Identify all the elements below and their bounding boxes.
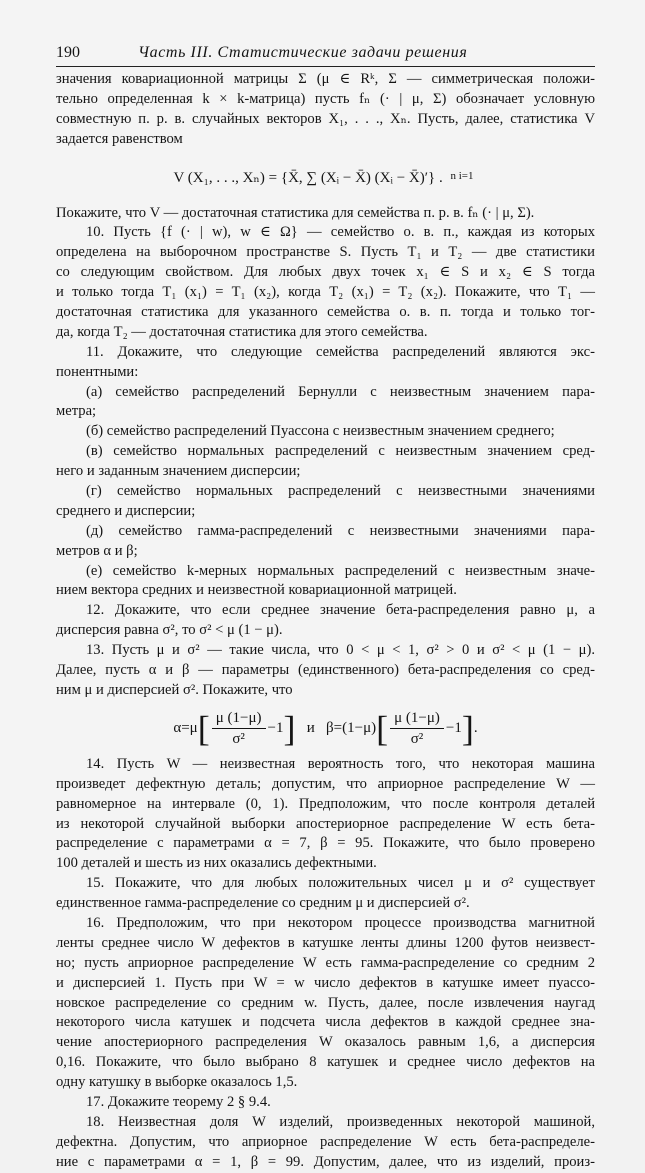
header-rule (56, 66, 595, 67)
text-line: некоторого числа катушек и подсчета числа дефектов в каждой среднее зна- (56, 1014, 595, 1031)
text-line: (е) семейство k-мерных нормальных распределений с неизвестным значе- (86, 562, 595, 579)
sum-upper-limit: n (450, 169, 456, 182)
formula-main: V (X₁, . . ., Xₙ) = {X̄, ∑ (Xᵢ − X̄) (Xᵢ − X̄)′} . (173, 169, 443, 186)
text-line: тельно определенная k × k-матрица) пусть fₙ (· | μ, Σ) обозначает условную (56, 90, 595, 107)
formula-sufficient-statistic (56, 150, 595, 204)
paragraph-block-c (56, 755, 595, 1173)
text-line: одну катушку в выборке оказалось 1,5. (56, 1074, 298, 1091)
text-line: среднего и дисперсии; (56, 502, 196, 519)
text-line: 14. Пусть W — неизвестная вероятность того, что некоторая машина (86, 755, 595, 772)
bracket-left: [ (197, 708, 210, 749)
alpha-fraction (212, 710, 266, 747)
page-number: 190 (56, 44, 80, 61)
text-line: 0,16. Покажите, что было выбрано 8 катушек и среднее число дефектов на (56, 1054, 595, 1071)
beta-denominator: σ² (410, 730, 424, 747)
running-header (56, 43, 595, 65)
text-line: ним μ и дисперсией σ². Покажите, что (56, 681, 293, 698)
alpha-tail: −1 (267, 719, 284, 736)
text-line: распределение с параметрами α = 7, β = 95. Покажите, что было проверено (56, 835, 595, 852)
text-line: (а) семейство распределений Бернулли с неизвестным значением пара- (86, 383, 595, 400)
text-line: дисперсия равна σ², то σ² < μ (1 − μ). (56, 622, 283, 639)
text-line: 17. Докажите теорему 2 § 9.4. (86, 1093, 271, 1110)
text-line: Далее, пусть α и β — параметры (единственного) бета-распределения со сред- (56, 662, 595, 679)
text-line: и дисперсией 1. Пусть при W = w число дефектов в катушке имеет пуассо- (56, 974, 595, 991)
text-line: 12. Докажите, что если среднее значение бета-распределения равно μ, а (86, 602, 595, 619)
text-line: (б) семейство распределений Пуассона с неизвестным значением среднего; (86, 423, 555, 440)
beta-lhs: β=(1−μ) (326, 719, 377, 736)
paragraph-block-a (56, 70, 595, 150)
text-line: ленты среднее число W дефектов в катушке ленты длины 1200 футов неизвест- (56, 934, 595, 951)
text-line: 15. Покажите, что для любых положительных чисел μ и σ² существует (86, 875, 595, 892)
text-line: значения ковариационной матрицы Σ (μ ∈ Rᵏ, Σ — симметрическая положи- (56, 71, 595, 87)
text-line: метра; (56, 403, 97, 420)
paragraph-block-b (56, 204, 595, 701)
text-line: Покажите, что V — достаточная статистика для семейства п. р. в. fₙ (· | μ, Σ). (56, 204, 535, 221)
text-line: нием вектора средних и неизвестной ковариационной матрицей. (56, 582, 457, 599)
text-line: метров α и β; (56, 542, 138, 559)
text-line: новское распределение со средним w. Пусть, далее, после извлечения наугад (56, 994, 595, 1011)
text-line: определена на выборочном пространстве S. Пусть T₁ и T₂ — две статистики (56, 244, 595, 261)
text-line: 100 деталей и шесть из них оказались дефектными. (56, 855, 377, 872)
text-line: да, когда T₂ — достаточная статистика для этого семейства. (56, 323, 428, 340)
alpha-numerator: μ (1−μ) (212, 710, 266, 729)
text-line: 11. Докажите, что следующие семейства распределений являются экс- (86, 343, 595, 360)
formula-beta-parameters (56, 701, 595, 755)
text-line: произведет дефектную деталь; допустим, что априорное распределение W — (56, 775, 595, 792)
text-line: 18. Неизвестная доля W изделий, произведенных некоторой машиной, (86, 1113, 595, 1130)
text-line: совместную п. р. в. случайных векторов X₁, . . ., Xₙ. Пусть, далее, статистика V (56, 110, 595, 127)
text-line: (д) семейство гамма-распределений с неизвестными значениями пара- (86, 522, 595, 539)
text-line: равномерное на интервале (0, 1). Предположим, что после контроля деталей (56, 795, 595, 812)
page-body (56, 70, 595, 1173)
text-line: но; пусть априорное распределение W есть гамма-распределение со средним 2 (56, 954, 595, 971)
sum-lower-limit: i=1 (458, 169, 474, 182)
text-line: (г) семейство нормальных распределений с неизвестными значениями (86, 483, 595, 500)
text-line: из некоторой случайной выборки апостериорное распределение W есть бета- (56, 815, 595, 832)
text-line: единственное гамма-распределение со средним μ и дисперсией σ². (56, 895, 470, 912)
text-line: и только тогда T₁ (x₁) = T₁ (x₂), когда T₂ (x₁) = T₂ (x₂). Покажите, что T₁ — (56, 284, 595, 301)
beta-numerator: μ (1−μ) (390, 710, 444, 729)
beta-tail: −1 (445, 719, 462, 736)
bracket-left: [ (376, 708, 389, 749)
and-word: и (306, 719, 315, 736)
text-line: (в) семейство нормальных распределений с неизвестным значением сред- (86, 443, 595, 460)
bracket-right: ] (283, 708, 296, 749)
text-line: дефектна. Допустим, что априорное распределение W есть бета-распределе- (56, 1133, 595, 1150)
text-line: 13. Пусть μ и σ² — такие числа, что 0 < μ < 1, σ² > 0 и σ² < μ (1 − μ). (86, 642, 595, 659)
summation-limits (450, 171, 473, 182)
alpha-lhs: α=μ (173, 719, 198, 736)
text-line: со следующим свойством. Для любых двух точек x₁ ∈ S и x₂ ∈ S тогда (56, 264, 595, 281)
bracket-right: ] (461, 708, 474, 749)
text-line: задается равенством (56, 130, 183, 147)
text-line: 16. Предположим, что при некотором процессе производства магнитной (86, 914, 595, 931)
text-line: чение апостериорного распределения W оказалось равным 1,6, а дисперсия (56, 1034, 595, 1051)
text-line: него и заданным значением дисперсии; (56, 463, 301, 480)
text-line: достаточная статистика для указанного семейства о. в. п. тогда и только тог- (56, 304, 595, 321)
formula-end: . (473, 719, 478, 736)
alpha-denominator: σ² (232, 730, 245, 747)
text-line: понентными: (56, 363, 139, 380)
running-title: Часть III. Статистические задачи решения (138, 44, 468, 61)
text-line: 10. Пусть {f (· | w), w ∈ Ω} — семейство о. в. п., каждая из которых (86, 224, 595, 241)
text-line: ние с параметрами α = 1, β = 99. Допустим, далее, что из изделий, произ- (56, 1153, 595, 1170)
beta-fraction (390, 710, 444, 747)
